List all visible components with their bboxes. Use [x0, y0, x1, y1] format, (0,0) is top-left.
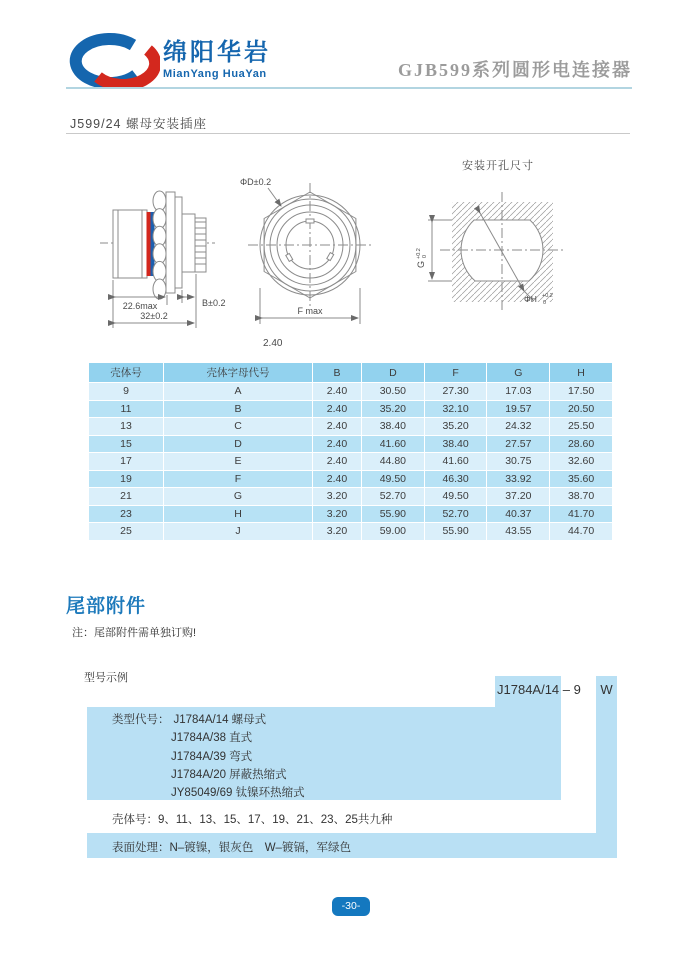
page-title: GJB599系列圆形电连接器 [397, 60, 632, 80]
scalloped-nut [153, 191, 166, 299]
table-row [89, 401, 612, 418]
table-cell: 35.20 [362, 401, 424, 418]
table-header-cell: 壳体号 [89, 363, 163, 382]
dim-diameter-d: ΦD±0.2 [240, 177, 272, 187]
type-code-item: J1784A/20 屏蔽热缩式 [171, 768, 287, 781]
table-cell: 25.50 [550, 418, 612, 435]
table-cell: 49.50 [362, 471, 424, 488]
type-code-label: 类型代号： [112, 714, 170, 726]
svg-text:+0.2: +0.2 [542, 293, 553, 299]
shell-spec-table [88, 362, 613, 541]
table-cell: 2.40 [313, 471, 361, 488]
dim-b: B±0.2 [202, 298, 226, 308]
table-cell: 19.57 [487, 401, 549, 418]
table-cell: C [164, 418, 312, 435]
table-cell: 27.57 [487, 436, 549, 453]
table-cell: 59.00 [362, 523, 424, 540]
type-code-item: JY85049/69 钛镍环热缩式 [171, 787, 305, 800]
table-cell: 38.40 [425, 436, 487, 453]
table-cell: 2.40 [313, 401, 361, 418]
table-cell: 21 [89, 488, 163, 505]
table-cell: 33.92 [487, 471, 549, 488]
table-cell: 3.20 [313, 523, 361, 540]
table-cell: 3.20 [313, 506, 361, 523]
table-cell: J [164, 523, 312, 540]
table-cell: 2.40 [313, 418, 361, 435]
front-view-drawing [248, 183, 372, 324]
svg-text:G: G [416, 260, 426, 268]
red-band [147, 212, 151, 276]
table-cell: 19 [89, 471, 163, 488]
table-cell: 32.60 [550, 453, 612, 470]
table-cell: 23 [89, 506, 163, 523]
table-cell: A [164, 383, 312, 400]
table-row [89, 506, 612, 523]
table-cell: 2.40 [313, 383, 361, 400]
table-cell: 32.10 [425, 401, 487, 418]
table-cell: 46.30 [425, 471, 487, 488]
table-cell: E [164, 453, 312, 470]
shell-size-line: 壳体号：9、11、13、15、17、19、21、23、25共九种 [112, 814, 393, 826]
table-cell: 30.75 [487, 453, 549, 470]
table-row [89, 453, 612, 470]
tail-accessories-heading: 尾部附件 [66, 596, 147, 617]
type-code-item: J1784A/38 直式 [171, 732, 253, 745]
table-cell: 35.60 [550, 471, 612, 488]
table-cell: 28.60 [550, 436, 612, 453]
table-cell: 11 [89, 401, 163, 418]
table-cell: 17.50 [550, 383, 612, 400]
table-row [89, 436, 612, 453]
type-code-item: 类型代号： J1784A/14 螺母式 [112, 714, 267, 726]
section-title: J599/24 螺母安装插座 [70, 117, 207, 131]
table-cell: 55.90 [362, 506, 424, 523]
brand-name-en: MianYang HuaYan [163, 68, 267, 80]
table-cell: 2.40 [313, 453, 361, 470]
table-cell: 13 [89, 418, 163, 435]
finish-code: W [600, 682, 613, 697]
table-cell: 27.30 [425, 383, 487, 400]
table-cell: 24.32 [487, 418, 549, 435]
table-cell: 15 [89, 436, 163, 453]
table-header-cell: 壳体字母代号 [164, 363, 312, 382]
table-cell: 41.60 [362, 436, 424, 453]
type-code-item: J1784A/39 弯式 [171, 750, 253, 763]
spec-table-body [89, 383, 612, 540]
table-cell: 43.55 [487, 523, 549, 540]
table-cell: 52.70 [362, 488, 424, 505]
model-code: J1784A/14 – 9 [497, 682, 581, 697]
table-cell: B [164, 401, 312, 418]
table-cell: 3.20 [313, 488, 361, 505]
table-cell: 9 [89, 383, 163, 400]
brand-block [163, 40, 271, 80]
section-divider [66, 133, 630, 134]
table-cell: 17 [89, 453, 163, 470]
dim-total: 32±0.2 [140, 311, 168, 321]
side-view-drawing [100, 191, 215, 328]
brand-name-cn: 绵阳华岩 [163, 39, 271, 66]
table-cell: 35.20 [425, 418, 487, 435]
dim-g [416, 248, 428, 268]
model-example-label: 型号示例 [84, 672, 128, 684]
table-cell: 17.03 [487, 383, 549, 400]
table-cell: 2.40 [313, 436, 361, 453]
dim-f-max: F max [297, 306, 323, 316]
header-divider [66, 87, 632, 89]
table-cell: F [164, 471, 312, 488]
table-row [89, 488, 612, 505]
table-cell: 38.70 [550, 488, 612, 505]
table-cell: 49.50 [425, 488, 487, 505]
table-header-cell: H [550, 363, 612, 382]
technical-drawings [60, 140, 660, 355]
dim-width-max: 22.6max [122, 301, 158, 311]
note-2-40: 2.40 [263, 338, 283, 349]
table-header-cell: D [362, 363, 424, 382]
table-cell: H [164, 506, 312, 523]
table-cell: 25 [89, 523, 163, 540]
svg-text:ΦH: ΦH [524, 294, 537, 304]
finish-code-connector-block [596, 676, 617, 858]
svg-text:+0.2: +0.2 [416, 248, 422, 259]
table-cell: 38.40 [362, 418, 424, 435]
table-row [89, 523, 612, 540]
table-row [89, 418, 612, 435]
hole-view-title: 安装开孔尺寸 [462, 160, 534, 172]
table-cell: 41.60 [425, 453, 487, 470]
svg-text:0: 0 [422, 254, 428, 258]
table-cell: 44.80 [362, 453, 424, 470]
surface-finish-line: 表面处理：N–镀镍，银灰色 W–镀镉，军绿色 [112, 842, 351, 854]
table-cell: 37.20 [487, 488, 549, 505]
table-header-row [89, 363, 612, 382]
table-header-cell: B [313, 363, 361, 382]
company-logo-icon [60, 33, 160, 89]
type-code-list [112, 711, 305, 802]
table-cell: 20.50 [550, 401, 612, 418]
svg-text:0: 0 [543, 300, 547, 306]
table-cell: G [164, 488, 312, 505]
table-header-cell: G [487, 363, 549, 382]
table-row [89, 383, 612, 400]
table-cell: 41.70 [550, 506, 612, 523]
table-cell: D [164, 436, 312, 453]
tail-order-note: 注：尾部附件需单独订购! [72, 627, 197, 639]
table-cell: 52.70 [425, 506, 487, 523]
table-row [89, 471, 612, 488]
table-cell: 30.50 [362, 383, 424, 400]
table-header-cell: F [425, 363, 487, 382]
table-cell: 44.70 [550, 523, 612, 540]
page-number-badge: -30- [332, 897, 370, 916]
table-cell: 40.37 [487, 506, 549, 523]
table-cell: 55.90 [425, 523, 487, 540]
